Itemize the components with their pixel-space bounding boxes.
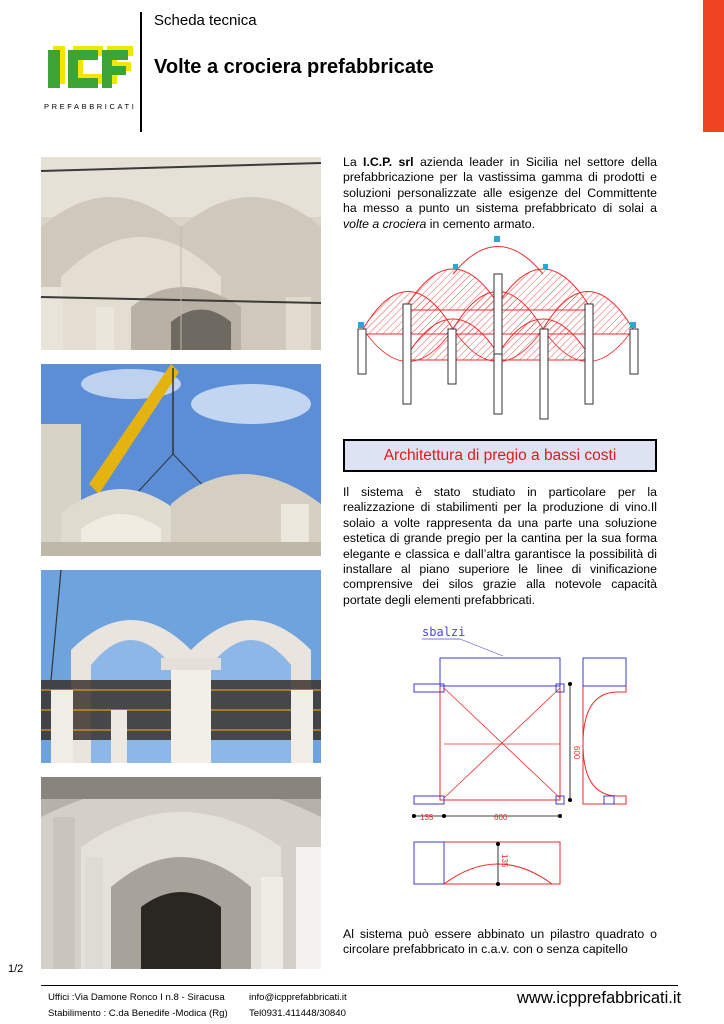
company-name: I.C.P. srl	[363, 155, 414, 169]
page-number: 1/2	[8, 963, 24, 975]
email-link[interactable]: info@icpprefabbricati.it	[249, 992, 347, 1003]
photo-vaults-under-construction	[41, 570, 321, 763]
dim-vertical: 600	[572, 746, 581, 760]
icp-logo	[44, 44, 137, 111]
intro-text-1: La	[343, 155, 364, 169]
plan-label: sbalzi	[422, 625, 466, 639]
page-title: Volte a crociera prefabbricate	[154, 56, 434, 78]
description-paragraph: Il sistema è stato studiato in particolare per la realizzazione di stabilimenti per la produzione di vino.Il solaio a volte rappresenta da una parte una soluzione estetica di grande pregio per la cantina per la sua forma elegante e classica e dall’altra garantisce la possibilità di installare al piano superiore le linee di vinificazione comprensive dei silos grazie alla notevole capacità portate degli elementi prefabbricati.	[343, 485, 657, 607]
footnote-paragraph: Al sistema può essere abbinato un pilastro quadrato o circolare prefabbricato in c.a.v. con o senza capitello	[343, 927, 657, 957]
photo-cellar-interior	[41, 777, 321, 969]
header-divider	[140, 12, 142, 132]
footer-contacts	[249, 990, 347, 1022]
office-address: Uffici :Via Damone Ronco I n.8 - Siracusa	[48, 992, 225, 1003]
website-link[interactable]: www.icpprefabbricati.it	[517, 989, 682, 1007]
plan-drawing	[408, 622, 630, 888]
photo-vaulted-hall	[41, 157, 321, 350]
document-type: Scheda tecnica	[154, 12, 257, 29]
accent-tab	[703, 0, 724, 132]
intro-paragraph	[343, 155, 657, 232]
vault-system-drawing	[348, 234, 660, 434]
dim-horizontal: 600	[494, 813, 508, 822]
intro-text-3: in cemento armato.	[426, 216, 536, 231]
product-name: volte a crociera	[343, 216, 427, 231]
footer-divider	[41, 985, 678, 986]
highlight-banner: Architettura di pregio a bassi costi	[343, 439, 657, 472]
footer-addresses	[48, 990, 228, 1022]
phone-number: Tel0931.411448/30840	[249, 1008, 346, 1019]
photo-crane-installation	[41, 364, 321, 556]
intro-text-2: azienda leader in Sicilia nel settore della prefabbricazione per la vastissima gamma di prodotti e soluzioni personalizzate alle esigenze del Committente ha messo a punto un sistema prefabbricato di solai a	[343, 155, 657, 216]
logo-subtitle: PREFABBRICATI	[44, 102, 137, 111]
dim-small: 135	[420, 813, 434, 822]
plant-address: Stabilimento : C.da Benedife -Modica (Rg)	[48, 1008, 228, 1019]
dim-height: 135	[500, 854, 509, 868]
